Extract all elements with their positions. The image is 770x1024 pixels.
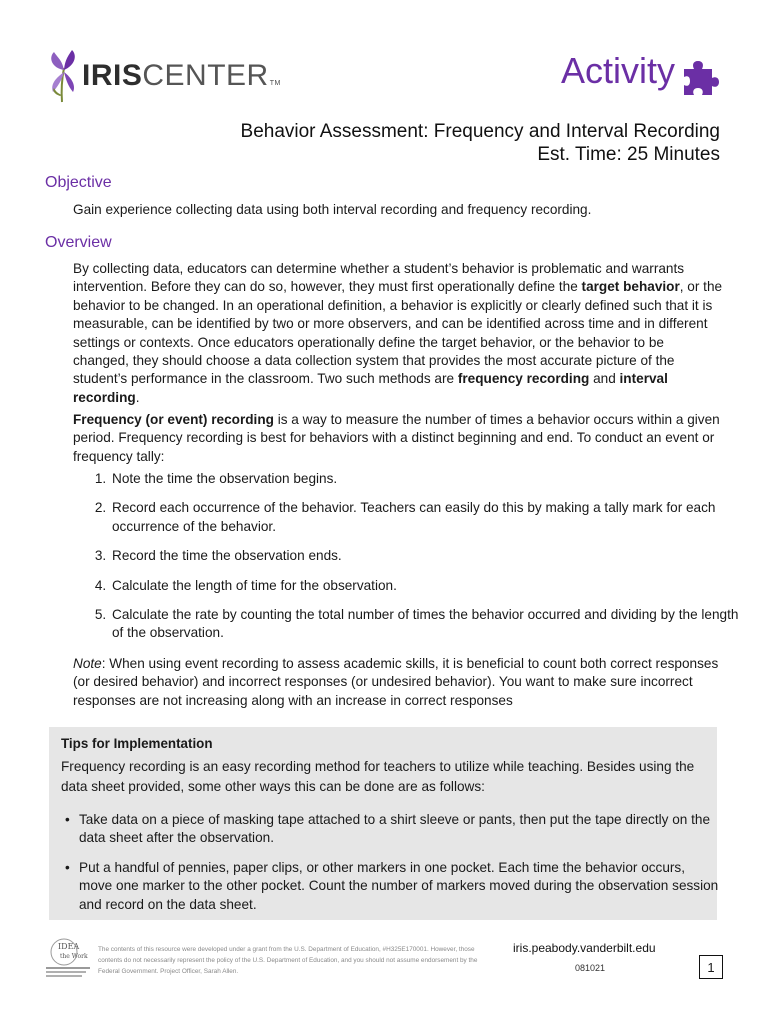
objective-heading: Objective [45, 174, 112, 191]
term-target-behavior: target behavior [581, 279, 680, 295]
tally-steps-list [90, 470, 740, 654]
term-interval-recording: interval recording [73, 371, 668, 405]
iris-center-logo [44, 48, 281, 104]
list-item: • Put a handful of pennies, paper clips, or other markers in one pocket. Each time the behavior occurs, move one marker to the other pocket. Count the number of markers moved during the observation session and record on the data sheet. [79, 859, 719, 914]
svg-text:the Work: the Work [60, 953, 88, 960]
overview-paragraph-1: By collecting data, educators can determine whether a student’s behavior is problematic and warrants intervention. Before they can do so, however, they must first operationally define the target behavior, or the behavior to be changed. In an operational definition, a behavior is explicitly or clearly defined such that it is measurable, can be identified by two or more observers, and can be identified across time and in different settings or contexts. Once educators operationally define the target behavior, or the behavior to be changed, they should choose a data collection system that provides the most accurate picture of the student’s performance in the classroom. Two such methods are frequency recording and interval recording. [73, 261, 723, 405]
svg-text:IDEA: IDEA [58, 942, 80, 951]
puzzle-piece-icon [680, 57, 720, 97]
overview-heading: Overview [45, 234, 112, 251]
tips-title: Tips for Implementation [61, 736, 213, 751]
document-code: 081021 [575, 963, 606, 973]
title-line: Behavior Assessment: Frequency and Interval Recording [240, 121, 720, 142]
tips-box [49, 727, 717, 920]
page-number: 1 [699, 955, 723, 979]
activity-label: Activity [560, 50, 675, 91]
page-title [241, 120, 720, 166]
overview-paragraph-2: Frequency (or event) recording is a way to measure the number of times a behavior occurs within a given period. Frequency recording is best for behaviors with a distinct beginning and end. To conduct an event or frequency tally: [73, 412, 720, 464]
tips-intro: Frequency recording is an easy recording method for teachers to utilize while teaching. Besides using the data sheet provided, some other ways this can be done are as follows: [61, 759, 695, 794]
tips-list [61, 811, 719, 925]
objective-text: Gain experience collecting data using both interval recording and frequency recording. [73, 202, 592, 217]
funding-disclaimer: The contents of this resource were developed under a grant from the U.S. Department of Education, #H325E170001. However, those contents do not necessarily represent the policy of the U.S. Department of Education, and you should not assume endorsement by the Federal Government. Project Officer, Sarah Allen. [98, 946, 478, 975]
idea-that-work-logo [44, 936, 94, 978]
term-frequency-event-recording: Frequency (or event) recording [73, 412, 274, 427]
iris-flower-icon [44, 48, 80, 104]
list-item: 5. Calculate the rate by counting the total number of times the behavior occurred and dividing by the length of the observation. [110, 606, 740, 643]
list-item: 4. Calculate the length of time for the observation. [110, 577, 740, 595]
note-paragraph: Note: When using event recording to assess academic skills, it is beneficial to count both correct responses (or desired behavior) and incorrect responses (or undesired behavior). You want to make sure incorrect responses are not increasing along with an increase in correct responses [73, 656, 719, 708]
website-url[interactable]: iris.peabody.vanderbilt.edu [513, 941, 656, 955]
note-label: Note [73, 656, 102, 671]
term-frequency-recording: frequency recording [457, 371, 590, 387]
list-item: 3. Record the time the observation ends. [110, 547, 740, 565]
list-item: 2. Record each occurrence of the behavior. Teachers can easily do this by making a tally mark for each occurrence of the behavior. [110, 499, 740, 536]
estimated-time: Est. Time: 25 Minutes [537, 144, 720, 165]
logo-wordmark: IRIS CENTER TM [82, 59, 281, 92]
list-item: 1. Note the time the observation begins. [110, 470, 740, 488]
list-item: • Take data on a piece of masking tape attached to a shirt sleeve or pants, then put the tape directly on the data sheet after the observation. [79, 811, 719, 848]
